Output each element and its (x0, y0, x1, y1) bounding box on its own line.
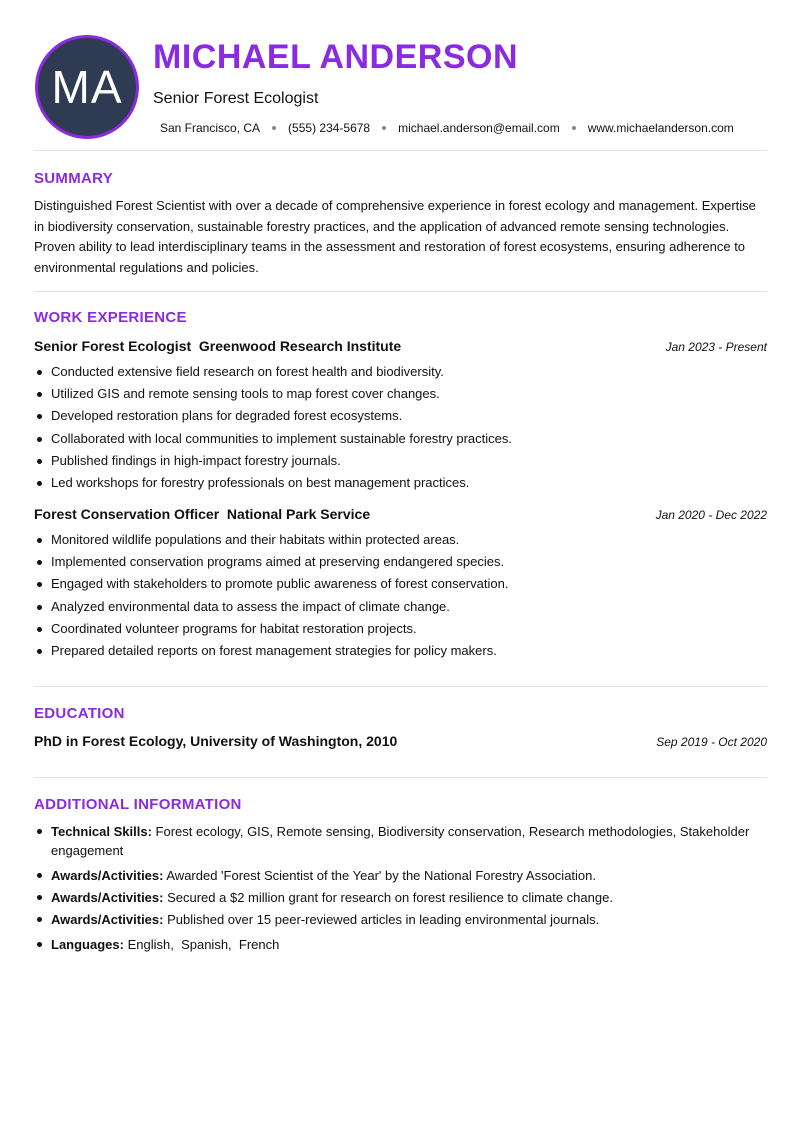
additional-list (34, 822, 769, 954)
list-item: Coordinated volunteer programs for habitat restoration projects. (34, 618, 769, 640)
info-label: Languages: (51, 937, 124, 952)
contact-website[interactable]: www.michaelanderson.com (587, 121, 734, 135)
candidate-role: Senior Forest Ecologist (153, 90, 319, 107)
additional-heading: ADDITIONAL INFORMATION (34, 796, 242, 813)
job-header (34, 506, 767, 526)
avatar (35, 35, 139, 139)
info-text: Published over 15 peer-reviewed articles in leading environmental journals. (167, 912, 600, 927)
contact-phone: (555) 234-5678 (288, 121, 371, 135)
info-label: Awards/Activities: (51, 912, 164, 927)
education-dates: Sep 2019 - Oct 2020 (656, 735, 767, 749)
divider (34, 777, 767, 778)
job-header (34, 338, 767, 358)
info-text: English, Spanish, French (127, 937, 280, 952)
list-item: Engaged with stakeholders to promote public awareness of forest conservation. (34, 573, 769, 595)
list-item: Conducted extensive field research on forest health and biodiversity. (34, 361, 769, 383)
job-bullets (34, 529, 769, 662)
divider (34, 686, 767, 687)
info-text: Secured a $2 million grant for research on forest resilience to climate change. (167, 890, 613, 905)
list-item: Analyzed environmental data to assess the impact of climate change. (34, 596, 769, 618)
contact-row (160, 121, 734, 135)
info-text: Awarded 'Forest Scientist of the Year' by the National Forestry Association. (166, 868, 596, 883)
list-item (34, 910, 769, 929)
contact-location: San Francisco, CA (160, 121, 261, 135)
list-item (34, 822, 769, 860)
list-item: Developed restoration plans for degraded forest ecosystems. (34, 405, 769, 427)
education-entry (34, 733, 767, 753)
job-dates: Jan 2023 - Present (665, 340, 767, 354)
degree: PhD in Forest Ecology, University of Washington, 2010 (34, 733, 398, 749)
separator-dot-icon (382, 126, 386, 130)
list-item: Implemented conservation programs aimed at preserving endangered species. (34, 551, 769, 573)
candidate-name: MICHAEL ANDERSON (153, 38, 519, 76)
list-item (34, 866, 769, 885)
info-label: Awards/Activities: (51, 890, 164, 905)
list-item: Prepared detailed reports on forest management strategies for policy makers. (34, 640, 769, 662)
summary-text: Distinguished Forest Scientist with over a decade of comprehensive experience in forest ecology and management. Expertise in biodiversity conservation, sustainable forestry practices, and the application of advanced remote sensing technologies. Proven ability to lead interdisciplinary teams in the assessment and restoration of forest ecosystems, ensuring adherence to environmental regulations and policies. (34, 198, 756, 275)
divider (34, 150, 767, 151)
education-heading: EDUCATION (34, 705, 125, 722)
job-bullets (34, 361, 769, 494)
list-item: Monitored wildlife populations and their habitats within protected areas. (34, 529, 769, 551)
job-title: Senior Forest Ecologist Greenwood Research Institute (34, 338, 402, 354)
separator-dot-icon (572, 126, 576, 130)
list-item: Published findings in high-impact forestry journals. (34, 450, 769, 472)
info-label: Technical Skills: (51, 824, 152, 839)
list-item (34, 935, 769, 954)
contact-email[interactable]: michael.anderson@email.com (398, 121, 560, 135)
list-item: Collaborated with local communities to implement sustainable forestry practices. (34, 428, 769, 450)
avatar-initials: MA (51, 61, 123, 113)
info-text: Forest ecology, GIS, Remote sensing, Biodiversity conservation, Research methodologies, Stakeholder engagement (51, 824, 750, 858)
job-dates: Jan 2020 - Dec 2022 (655, 508, 767, 522)
experience-heading: WORK EXPERIENCE (34, 309, 187, 326)
list-item (34, 888, 769, 907)
job-title: Forest Conservation Officer National Park Service (34, 506, 371, 522)
divider (34, 291, 767, 292)
info-label: Awards/Activities: (51, 868, 164, 883)
list-item: Utilized GIS and remote sensing tools to map forest cover changes. (34, 383, 769, 405)
list-item: Led workshops for forestry professionals on best management practices. (34, 472, 769, 494)
summary-heading: SUMMARY (34, 170, 114, 187)
separator-dot-icon (272, 126, 276, 130)
